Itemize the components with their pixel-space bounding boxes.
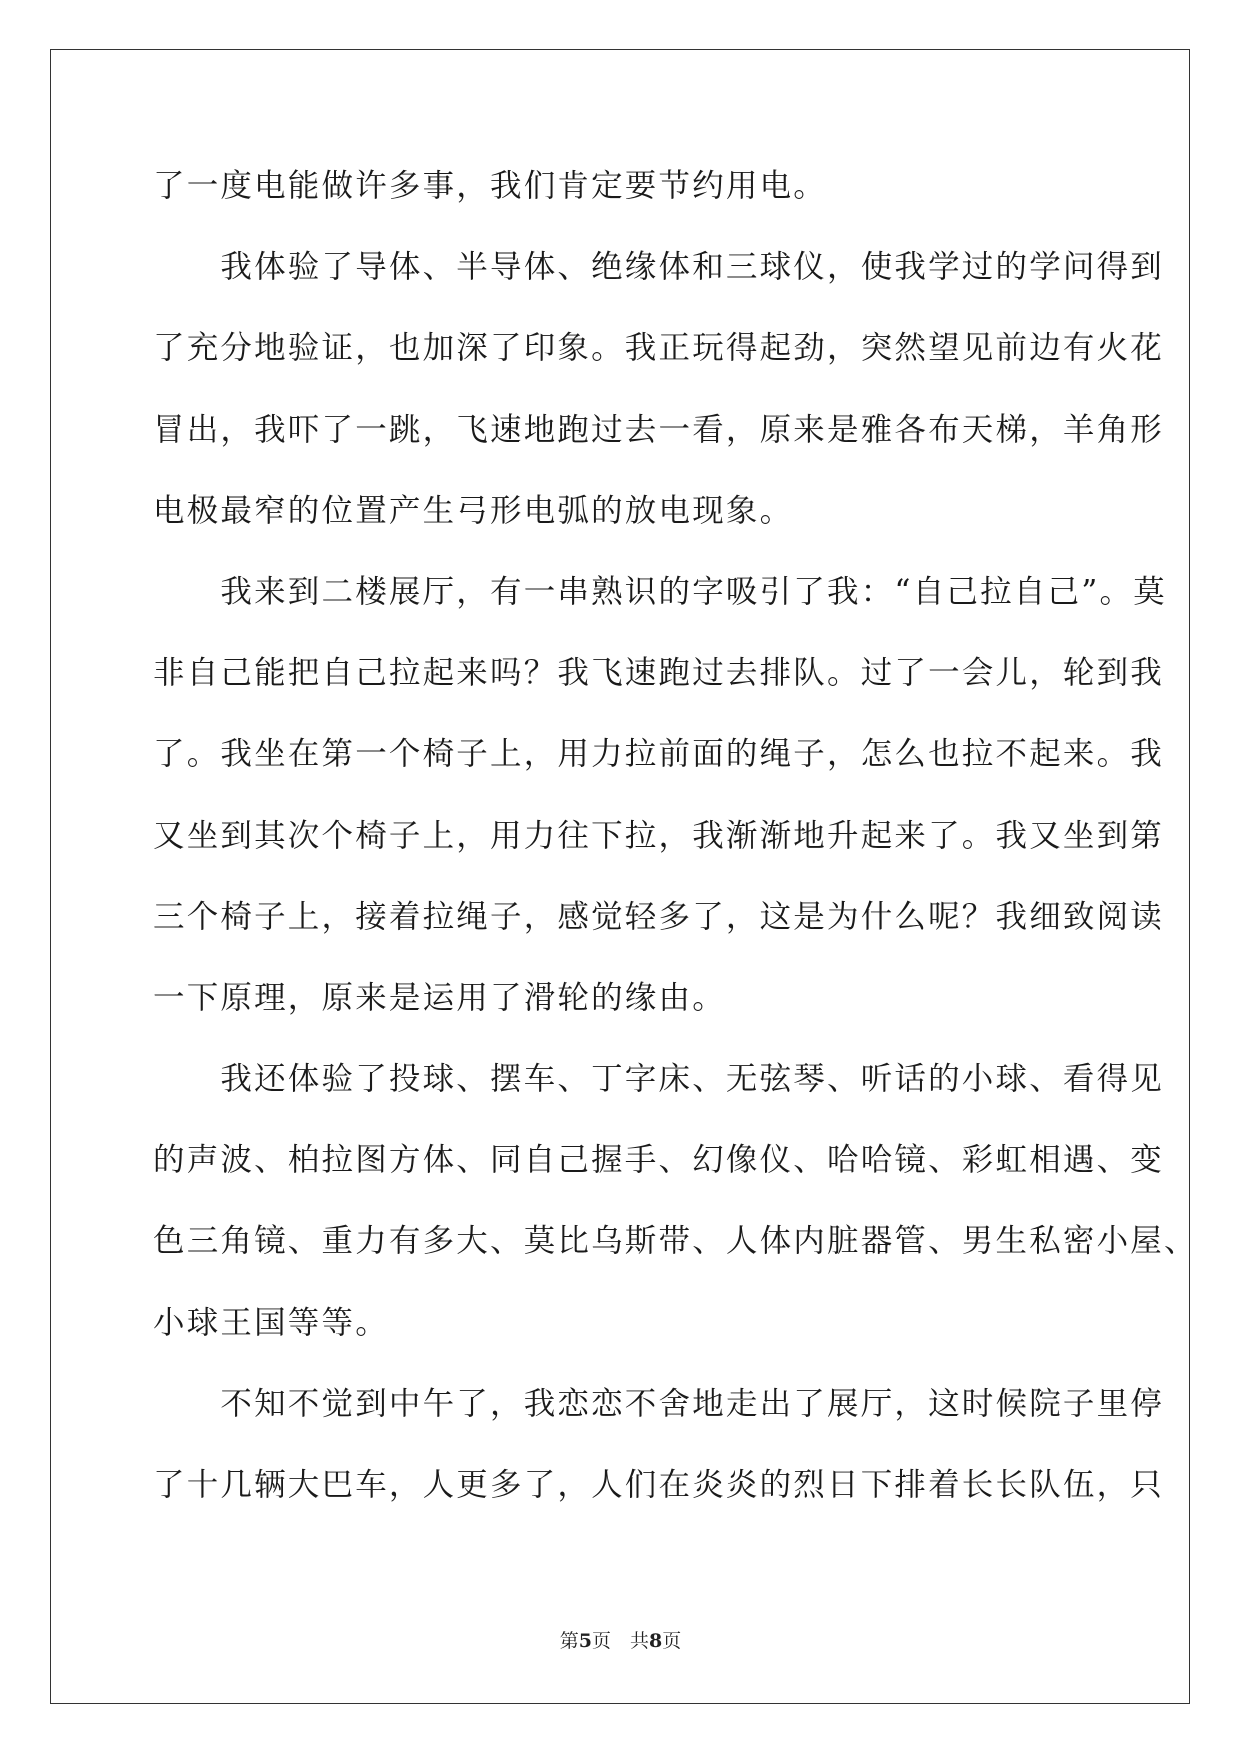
text-line: 冒出，我吓了一跳，飞速地跑过去一看，原来是雅各布天梯，羊角形 (153, 411, 1165, 448)
text-line: 了充分地验证，也加深了印象。我正玩得起劲，突然望见前边有火花 (153, 330, 1165, 367)
total-page-number: 8 (649, 1630, 663, 1652)
document-body (153, 162, 1198, 1542)
page-suffix: 页 (662, 1630, 682, 1652)
text-line: 电极最窄的位置产生弓形电弧的放电现象。 (153, 492, 794, 529)
text-line: 我来到二楼展厅，有一串熟识的字吸引了我：“自己拉自己”。莫 (153, 573, 1167, 610)
page-number-footer (0, 1626, 1241, 1653)
text-line: 三个椅子上，接着拉绳子，感觉轻多了，这是为什么呢？我细致阅读 (153, 898, 1165, 935)
page-mid: 页 共 (591, 1630, 649, 1652)
current-page-number: 5 (578, 1630, 592, 1652)
text-line: 又坐到其次个椅子上，用力往下拉，我渐渐地升起来了。我又坐到第 (153, 817, 1165, 854)
page-prefix: 第 (559, 1630, 579, 1652)
text-line: 色三角镜、重力有多大、莫比乌斯带、人体内脏器管、男生私密小屋、 (153, 1223, 1198, 1260)
text-line: 小球王国等等。 (153, 1304, 389, 1341)
text-line: 的声波、柏拉图方体、同自己握手、幻像仪、哈哈镜、彩虹相遇、变 (153, 1142, 1165, 1179)
text-line: 我还体验了投球、摆车、丁字床、无弦琴、听话的小球、看得见 (153, 1061, 1165, 1098)
text-line: 了一度电能做许多事，我们肯定要节约用电。 (153, 168, 828, 204)
text-line: 非自己能把自己拉起来吗？我飞速跑过去排队。过了一会儿，轮到我 (153, 655, 1165, 692)
text-line: 了十几辆大巴车，人更多了，人们在炎炎的烈日下排着长长队伍，只 (153, 1467, 1165, 1503)
text-line: 我体验了导体、半导体、绝缘体和三球仪，使我学过的学问得到 (153, 249, 1165, 286)
text-line: 不知不觉到中午了，我恋恋不舍地走出了展厅，这时候院子里停 (153, 1385, 1165, 1422)
text-line: 了。我坐在第一个椅子上，用力拉前面的绳子，怎么也拉不起来。我 (153, 736, 1165, 773)
text-line: 一下原理，原来是运用了滑轮的缘由。 (153, 979, 726, 1016)
